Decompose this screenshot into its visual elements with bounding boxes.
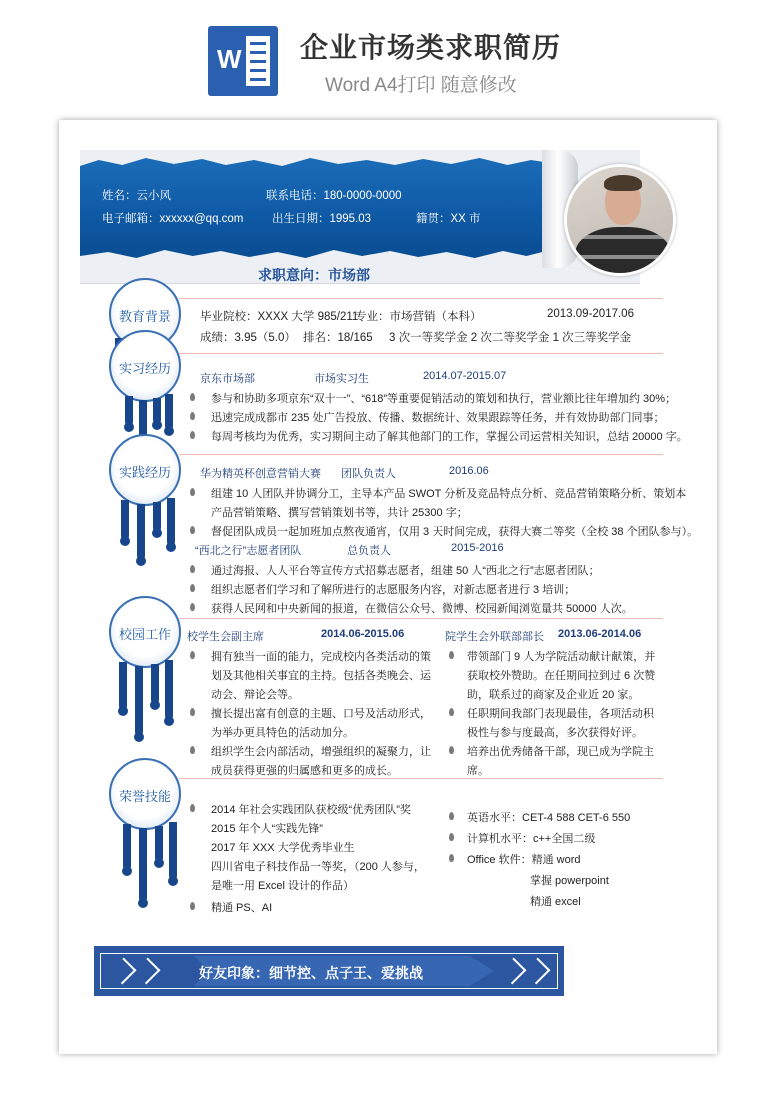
campus-left-line: 成员获得更强的归属感和更多的成长。 xyxy=(211,765,398,777)
practice2-role: 总负责人 xyxy=(347,545,391,557)
campus-left-role: 校学生会副主席 xyxy=(187,631,264,643)
practice2-org: “西北之行”志愿者团队 xyxy=(195,545,302,557)
campus-right-line: 席。 xyxy=(467,765,489,777)
campus-right-line: 获取校外赞助。在任期间拉到过 6 次赞 xyxy=(467,670,656,682)
resume-sheet xyxy=(59,120,717,1054)
practice2-bullet: 通过海报、人人平台等宣传方式招募志愿者，组建 50 人“西北之行”志愿者团队； xyxy=(211,565,600,577)
campus-left-date: 2014.06-2015.06 xyxy=(321,628,405,640)
document-header xyxy=(0,0,774,110)
profile-birth: 出生日期：1995.03 xyxy=(272,213,372,225)
campus-left-line: 动会、辩论会等。 xyxy=(211,689,299,701)
education-rank: 排名：18/165 xyxy=(303,332,373,344)
practice2-date: 2015-2016 xyxy=(451,542,504,554)
word-page-icon xyxy=(246,36,270,86)
internship-role: 市场实习生 xyxy=(314,373,369,385)
page-title: 企业市场类求职简历 xyxy=(300,32,562,63)
section-title: 实习经历 xyxy=(118,361,171,376)
honor-item: 是唯一用 Excel 设计的作品） xyxy=(211,880,355,892)
skill-item: 掌握 powerpoint xyxy=(530,875,609,887)
page-subtitle: Word A4打印 随意修改 xyxy=(325,75,517,96)
campus-right-line: 培养出优秀储备干部，现已成为学院主 xyxy=(467,746,654,758)
word-icon-letter: W xyxy=(217,44,242,74)
education-major: 专业：市场营销（本科） xyxy=(355,311,482,323)
section-divider xyxy=(179,618,663,619)
internship-bullet: 参与和协助多项京东“双十一”、“618”等重要促销活动的策划和执行，营业额比往年增加约 30%； xyxy=(211,393,677,405)
campus-right-line: 极性与参与度最高，多次获得好评。 xyxy=(467,727,643,739)
honor-item: 四川省电子科技作品一等奖，（200 人参与， xyxy=(211,861,425,873)
campus-right-line: 助，联系过的商家及企业近 20 家。 xyxy=(467,689,640,701)
campus-right-line: 任职期间我部门表现最佳，各项活动积 xyxy=(467,708,654,720)
campus-left-line: 擅长提出富有创意的主题、口号及活动形式， xyxy=(211,708,431,720)
practice1-bullet-cont: 产品营销策略、撰写营销策划书等，共计 25300 字； xyxy=(211,507,468,519)
practice1-bullet: 督促团队成员一起加班加点熬夜通宵，仅用 3 天时间完成，获得大赛二等奖（全校 38 个团队参与）。 xyxy=(211,526,699,538)
skill-item: 精通 excel xyxy=(530,896,581,908)
section-title: 实践经历 xyxy=(118,465,171,480)
section-divider xyxy=(179,298,663,299)
campus-left-line: 拥有独当一面的能力，完成校内各类活动的策 xyxy=(211,651,431,663)
campus-right-date: 2013.06-2014.06 xyxy=(558,628,642,640)
skill-item: Office 软件：精通 word xyxy=(467,854,581,866)
section-title: 校园工作 xyxy=(118,627,171,642)
practice2-bullet: 获得人民网和中央新闻的报道，在微信公众号、微博、校园新闻浏览量共 50000 人次。 xyxy=(211,603,633,615)
impression-text: 好友印象：细节控、点子王、爱挑战 xyxy=(199,965,423,981)
profile-banner xyxy=(80,150,640,284)
campus-right-role: 院学生会外联部部长 xyxy=(445,631,544,643)
education-scholarships: 3 次一等奖学金 2 次二等奖学金 1 次三等奖学金 xyxy=(389,332,632,344)
education-date: 2013.09-2017.06 xyxy=(547,308,634,320)
honor-item: 精通 PS、AI xyxy=(211,902,273,914)
profile-email: 电子邮箱：xxxxxx@qq.com xyxy=(102,213,244,225)
honor-item: 2014 年社会实践团队获校级“优秀团队”奖 xyxy=(211,804,411,816)
skill-item: 英语水平：CET-4 588 CET-6 550 xyxy=(467,812,631,824)
profile-origin: 籍贯：XX 市 xyxy=(416,213,481,225)
internship-bullet: 每周考核均为优秀，实习期间主动了解其他部门的工作，掌握公司运营相关知识，总结 20000 字。 xyxy=(211,431,688,443)
word-icon xyxy=(208,26,278,96)
practice1-role: 团队负责人 xyxy=(341,468,396,480)
job-objective: 求职意向：市场部 xyxy=(258,267,370,283)
honor-item: 2015 年个人“实践先锋” xyxy=(211,823,323,835)
internship-bullet: 迅速完成成都市 235 处广告投放、传播、数据统计、效果跟踪等任务，并有效协助部门同事； xyxy=(211,412,665,424)
profile-phone: 联系电话：180-0000-0000 xyxy=(266,190,402,202)
section-divider xyxy=(179,353,663,354)
section-divider xyxy=(179,454,663,455)
practice1-date: 2016.06 xyxy=(449,465,489,477)
education-gpa: 成绩：3.95（5.0） xyxy=(200,332,296,344)
campus-right-line: 带领部门 9 人为学院活动献计献策，并 xyxy=(467,651,656,663)
internship-org: 京东市场部 xyxy=(200,373,255,385)
section-badge-internship xyxy=(109,330,181,402)
internship-date: 2014.07-2015.07 xyxy=(423,370,507,382)
section-divider xyxy=(179,778,663,779)
section-title: 教育背景 xyxy=(118,309,171,324)
education-school: 毕业院校：XXXX 大学 985/211 xyxy=(200,311,359,323)
profile-name: 姓名：云小风 xyxy=(102,190,171,202)
impression-banner xyxy=(94,946,564,996)
section-badge-campus xyxy=(109,596,181,668)
honor-item: 2017 年 XXX 大学优秀毕业生 xyxy=(211,842,355,854)
campus-left-line: 为举办更具特色的活动加分。 xyxy=(211,727,354,739)
campus-left-line: 组织学生会内部活动，增强组织的凝聚力，让 xyxy=(211,746,431,758)
practice1-bullet: 组建 10 人团队并协调分工，主导本产品 SWOT 分析及竞品特点分析、竞品营销策略分析、策划本 xyxy=(211,488,687,500)
practice2-bullet: 组织志愿者们学习和了解所进行的志愿服务内容，对新志愿者进行 3 培训； xyxy=(211,584,576,596)
skill-item: 计算机水平：c++全国二级 xyxy=(467,833,596,845)
avatar xyxy=(564,164,676,276)
section-title: 荣誉技能 xyxy=(118,789,171,804)
banner-torn-paper xyxy=(80,158,550,258)
section-badge-practice xyxy=(109,434,181,506)
section-badge-honors xyxy=(109,758,181,830)
campus-left-line: 划及其他相关事宜的主持。包括各类晚会、运 xyxy=(211,670,431,682)
practice1-org: 华为精英杯创意营销大赛 xyxy=(200,468,321,480)
